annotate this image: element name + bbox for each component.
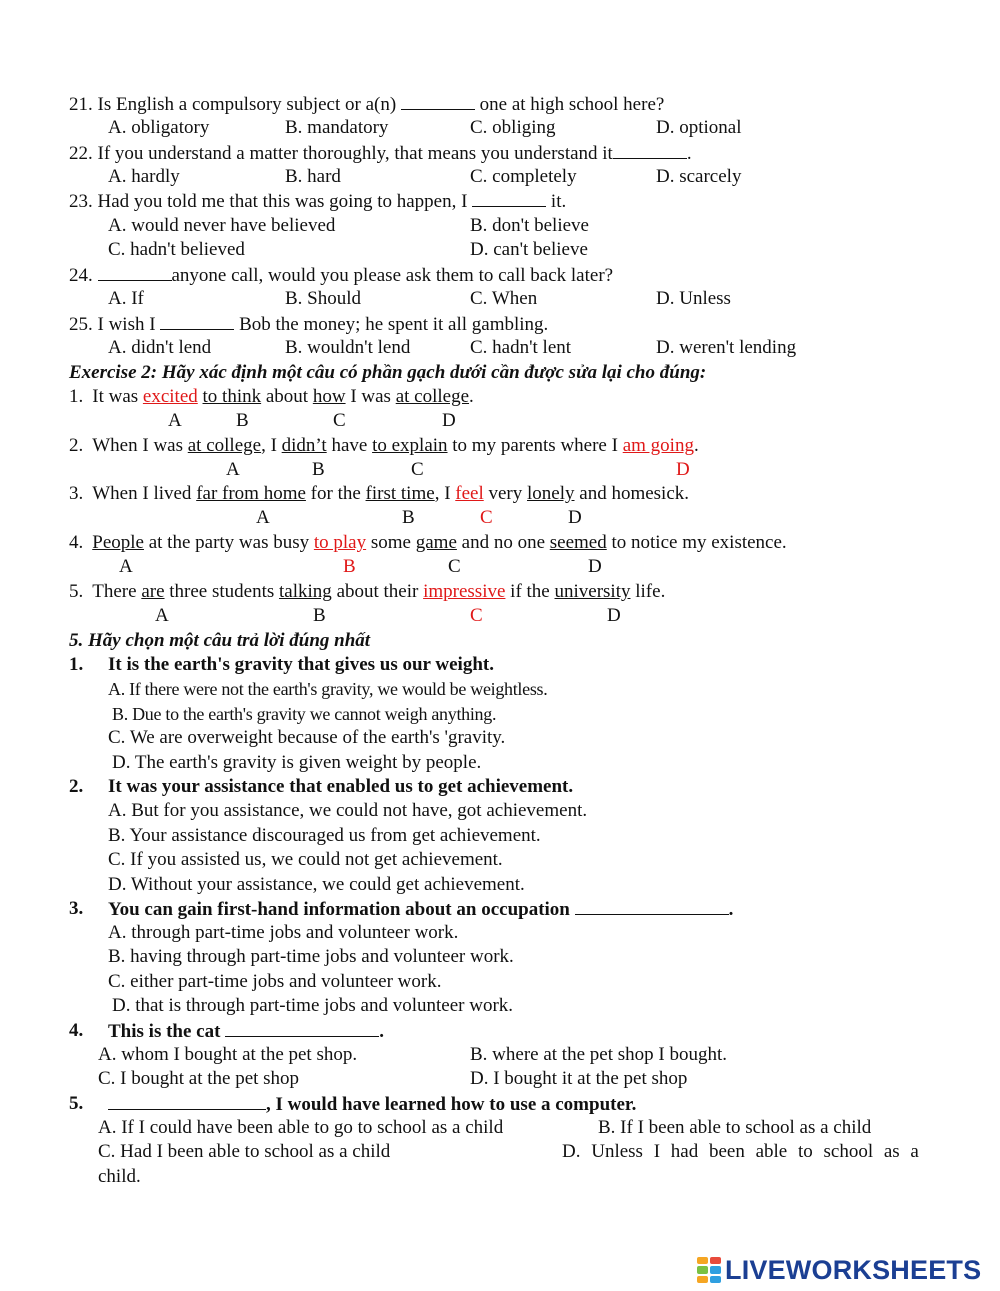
ex2-question-5: 5. There are three students talking about their impressive if the university life. (69, 581, 666, 602)
option-22a[interactable]: A. hardly (108, 166, 180, 187)
letter-c: C (411, 459, 424, 480)
letter-a: A (168, 410, 182, 431)
ex5-q3-option-c[interactable]: C. either part-time jobs and volunteer work. (108, 971, 442, 992)
underlined-part-a[interactable]: excited (142, 386, 198, 407)
ex5-q1-option-c[interactable]: C. We are overweight because of the earth's 'gravity. (108, 727, 506, 748)
question-25: 25. I wish I Bob the money; he spent it all gambling. (69, 314, 549, 335)
letter-a: A (155, 605, 169, 626)
option-21a[interactable]: A. obligatory (108, 117, 210, 138)
letter-a: A (119, 556, 133, 577)
underlined-part-c[interactable]: impressive (423, 581, 506, 602)
option-22c[interactable]: C. completely (470, 166, 577, 187)
ex5-question-3-number: 3. (69, 898, 84, 919)
exercise-5-heading: 5. Hãy chọn một câu trả lời đúng nhất (69, 630, 371, 651)
letter-c-answer: C (480, 507, 493, 528)
ex5-q1-option-a[interactable]: A. If there were not the earth's gravity, we would be weightless. (108, 679, 548, 699)
ex5-q4-option-c[interactable]: C. I bought at the pet shop (98, 1068, 300, 1089)
ex5-q5-option-d-continued: child. (98, 1166, 141, 1187)
answer-blank[interactable] (98, 264, 172, 281)
letter-b: B (312, 459, 325, 480)
option-21d[interactable]: D. optional (656, 117, 742, 138)
answer-blank[interactable] (575, 898, 729, 915)
ex5-q1-option-b[interactable]: B. Due to the earth's gravity we cannot weigh anything. (112, 704, 497, 724)
underlined-part-c[interactable]: game (415, 532, 457, 553)
underlined-part-a[interactable]: are (141, 581, 165, 602)
ex5-question-4-text: This is the cat . (108, 1021, 384, 1042)
letter-b: B (402, 507, 415, 528)
ex5-q5-option-a[interactable]: A. If I could have been able to go to school as a child (98, 1117, 504, 1138)
ex5-q1-option-d[interactable]: D. The earth's gravity is given weight by people. (112, 752, 482, 773)
letter-b: B (236, 410, 249, 431)
ex5-q2-option-a[interactable]: A. But for you assistance, we could not have, got achievement. (108, 800, 588, 821)
ex5-question-2-number: 2. (69, 776, 84, 797)
letter-c: C (333, 410, 346, 431)
answer-blank[interactable] (160, 313, 234, 330)
ex5-question-1-text: It is the earth's gravity that gives us our weight. (108, 654, 494, 675)
question-23: 23. Had you told me that this was going to happen, I it. (69, 191, 567, 212)
underlined-part-a[interactable]: People (92, 532, 144, 553)
letter-a: A (226, 459, 240, 480)
option-23c[interactable]: C. hadn't believed (108, 239, 245, 260)
ex5-question-4-number: 4. (69, 1020, 84, 1041)
underlined-part-d[interactable]: seemed (549, 532, 607, 553)
ex2-question-3: 3. When I lived far from home for the first time, I feel very lonely and homesick. (69, 483, 690, 504)
answer-blank[interactable] (472, 190, 546, 207)
answer-blank[interactable] (613, 142, 687, 159)
ex2-question-1: 1. It was excited to think about how I was at college. (69, 386, 474, 407)
underlined-part-d[interactable]: am going (622, 435, 694, 456)
ex5-q4-option-d[interactable]: D. I bought it at the pet shop (470, 1068, 688, 1089)
option-21c[interactable]: C. obliging (470, 117, 556, 138)
underlined-part-d[interactable]: at college (395, 386, 470, 407)
underlined-part-b[interactable]: didn’t (281, 435, 327, 456)
letter-c: C (448, 556, 461, 577)
option-24a[interactable]: A. If (108, 288, 144, 309)
ex5-q5-option-c[interactable]: C. Had I been able to school as a child (98, 1141, 391, 1162)
ex5-question-5-number: 5. (69, 1093, 84, 1114)
answer-blank[interactable] (401, 93, 475, 110)
option-23a[interactable]: A. would never have believed (108, 215, 336, 236)
option-22b[interactable]: B. hard (285, 166, 341, 187)
underlined-part-a[interactable]: at college (187, 435, 262, 456)
ex5-q2-option-d[interactable]: D. Without your assistance, we could get achievement. (108, 874, 525, 895)
question-22: 22. If you understand a matter thoroughly, that means you understand it . (69, 143, 692, 164)
underlined-part-c[interactable]: to explain (372, 435, 448, 456)
option-23d[interactable]: D. can't believe (470, 239, 588, 260)
option-24d[interactable]: D. Unless (656, 288, 731, 309)
answer-blank[interactable] (108, 1093, 266, 1110)
letter-c-answer: C (470, 605, 483, 626)
option-25c[interactable]: C. hadn't lent (470, 337, 572, 358)
option-24c[interactable]: C. When (470, 288, 538, 309)
ex5-question-1-number: 1. (69, 654, 84, 675)
question-21: 21. Is English a compulsory subject or a(n) one at high school here? (69, 94, 665, 115)
ex2-question-4: 4. People at the party was busy to play some game and no one seemed to notice my existence. (69, 532, 787, 553)
letter-b: B (313, 605, 326, 626)
ex5-q4-option-a[interactable]: A. whom I bought at the pet shop. (98, 1044, 358, 1065)
letter-d: D (442, 410, 456, 431)
underlined-part-b[interactable]: talking (279, 581, 332, 602)
ex2-question-2: 2. When I was at college, I didn’t have to explain to my parents where I am going. (69, 435, 699, 456)
underlined-part-c[interactable]: how (312, 386, 346, 407)
ex5-q2-option-c[interactable]: C. If you assisted us, we could not get achievement. (108, 849, 503, 870)
letter-d-answer: D (676, 459, 690, 480)
letter-b-answer: B (343, 556, 356, 577)
option-24b[interactable]: B. Should (285, 288, 362, 309)
logo-blocks-icon (697, 1257, 721, 1283)
letter-a: A (256, 507, 270, 528)
ex5-q3-option-d[interactable]: D. that is through part-time jobs and volunteer work. (112, 995, 514, 1016)
ex5-q3-option-b[interactable]: B. having through part-time jobs and volunteer work. (108, 946, 514, 967)
letter-d: D (568, 507, 582, 528)
option-25d[interactable]: D. weren't lending (656, 337, 797, 358)
underlined-part-b[interactable]: first time (365, 483, 435, 504)
ex5-q4-option-b[interactable]: B. where at the pet shop I bought. (470, 1044, 727, 1065)
ex5-q5-option-b[interactable]: B. If I been able to school as a child (598, 1117, 872, 1138)
underlined-part-d[interactable]: university (554, 581, 631, 602)
option-25b[interactable]: B. wouldn't lend (285, 337, 411, 358)
letter-d: D (607, 605, 621, 626)
brand-name: LIVEWORKSHEETS (725, 1254, 982, 1285)
option-23b[interactable]: B. don't believe (470, 215, 589, 236)
ex5-q2-option-b[interactable]: B. Your assistance discouraged us from get achievement. (108, 825, 541, 846)
letter-d: D (588, 556, 602, 577)
underlined-part-a[interactable]: far from home (196, 483, 306, 504)
option-22d[interactable]: D. scarcely (656, 166, 742, 187)
underlined-part-b[interactable]: to think (202, 386, 262, 407)
liveworksheets-logo[interactable] (697, 1255, 981, 1285)
ex5-question-2-text: It was your assistance that enabled us to get achievement. (108, 776, 574, 797)
ex5-q5-option-d[interactable]: D. Unless I had been able to school as a (562, 1141, 919, 1162)
underlined-part-d[interactable]: lonely (527, 483, 575, 504)
question-24: 24. anyone call, would you please ask them to call back later? (69, 265, 614, 286)
underlined-part-b[interactable]: to play (313, 532, 367, 553)
option-21b[interactable]: B. mandatory (285, 117, 389, 138)
ex5-question-3-text: You can gain first-hand information about an occupation . (108, 899, 734, 920)
ex5-q3-option-a[interactable]: A. through part-time jobs and volunteer work. (108, 922, 459, 943)
option-25a[interactable]: A. didn't lend (108, 337, 212, 358)
ex5-question-5-text: , I would have learned how to use a computer. (108, 1093, 636, 1115)
underlined-part-c[interactable]: feel (455, 483, 484, 504)
exercise-2-heading: Exercise 2: Hãy xác định một câu có phần gạch dưới cần được sửa lại cho đúng: (69, 362, 707, 383)
answer-blank[interactable] (225, 1020, 379, 1037)
